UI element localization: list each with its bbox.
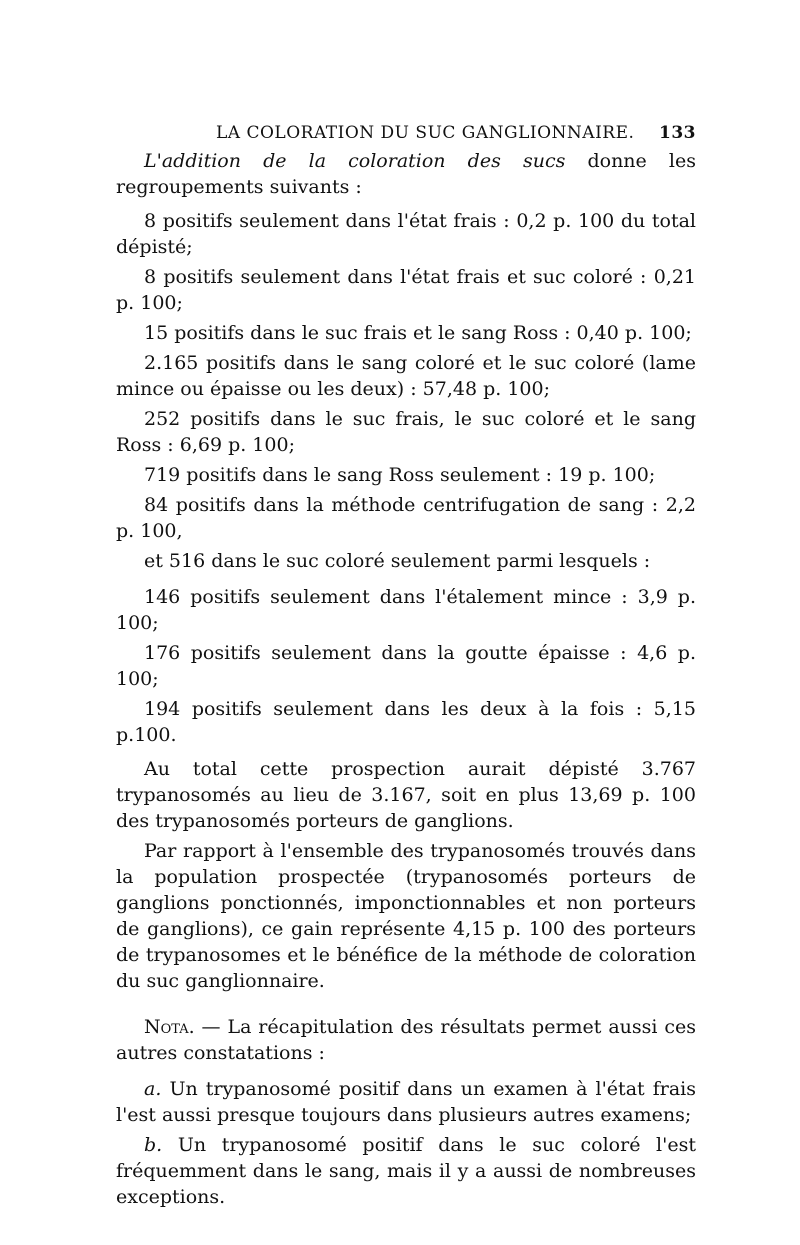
note-b-text: Un trypanosomé positif dans le suc coloré l'est fréquemment dans le sang, mais il y a aussi de nombreuses exceptions. — [116, 1134, 696, 1208]
note-b-letter: b. — [144, 1134, 163, 1156]
note-b — [116, 1132, 696, 1210]
list-item: et 516 dans le suc coloré seulement parmi lesquels : — [144, 550, 651, 572]
running-title: LA COLORATION DU SUC GANGLIONNAIRE. — [216, 123, 635, 143]
note-a-text: Un trypanosomé positif dans un examen à l'état frais l'est aussi presque toujours dans plusieurs autres examens; — [116, 1078, 696, 1126]
page-body — [116, 148, 696, 1210]
intro-rest: donne les regroupements suivants : — [116, 150, 696, 198]
sub-list-item: 146 positifs seulement dans l'étalement mince : 3,9 p. 100; — [116, 586, 696, 634]
summary-paragraph: Au total cette prospection aurait dépisté 3.767 trypanosomés au lieu de 3.167, soit en plus 13,69 p. 100 des trypanosomés porteurs de ganglions. — [116, 758, 696, 832]
note-a-letter: a. — [144, 1078, 162, 1100]
intro-paragraph — [116, 148, 696, 200]
book-page — [116, 118, 696, 1214]
nota-text: — La récapitulation des résultats permet aussi ces autres constatations : — [116, 1016, 696, 1064]
sub-list-item: 176 positifs seulement dans la goutte épaisse : 4,6 p. 100; — [116, 642, 696, 690]
summary-paragraph: Par rapport à l'ensemble des trypanosomés trouvés dans la population prospectée (trypanosomés porteurs de ganglions ponctionnés, imponctionnables et non porteurs de ganglions), ce gain représente 4,15 p. 100 des porteurs de trypanosomes et le bénéfice de la méthode de coloration du suc ganglionnaire. — [116, 840, 696, 992]
list-item: 252 positifs dans le suc frais, le suc coloré et le sang Ross : 6,69 p. 100; — [116, 408, 696, 456]
intro-italic: L'addition de la coloration des sucs — [144, 150, 566, 172]
sub-list-item: 194 positifs seulement dans les deux à la fois : 5,15 p.100. — [116, 698, 696, 746]
note-a — [116, 1076, 696, 1128]
list-item: 84 positifs dans la méthode centrifugation de sang : 2,2 p. 100, — [116, 494, 696, 542]
list-item: 2.165 positifs dans le sang coloré et le suc coloré (lame mince ou épaisse ou les deux) : 57,48 p. 100; — [116, 352, 696, 400]
nota-label: Nota. — [144, 1016, 195, 1038]
list-item: 15 positifs dans le suc frais et le sang Ross : 0,40 p. 100; — [144, 322, 692, 344]
list-item: 719 positifs dans le sang Ross seulement : 19 p. 100; — [144, 464, 656, 486]
list-item: 8 positifs seulement dans l'état frais et suc coloré : 0,21 p. 100; — [116, 266, 696, 314]
nota-paragraph — [116, 1014, 696, 1066]
page-number: 133 — [659, 123, 696, 143]
list-item: 8 positifs seulement dans l'état frais : 0,2 p. 100 du total dépisté; — [116, 210, 696, 258]
running-header — [116, 118, 696, 148]
